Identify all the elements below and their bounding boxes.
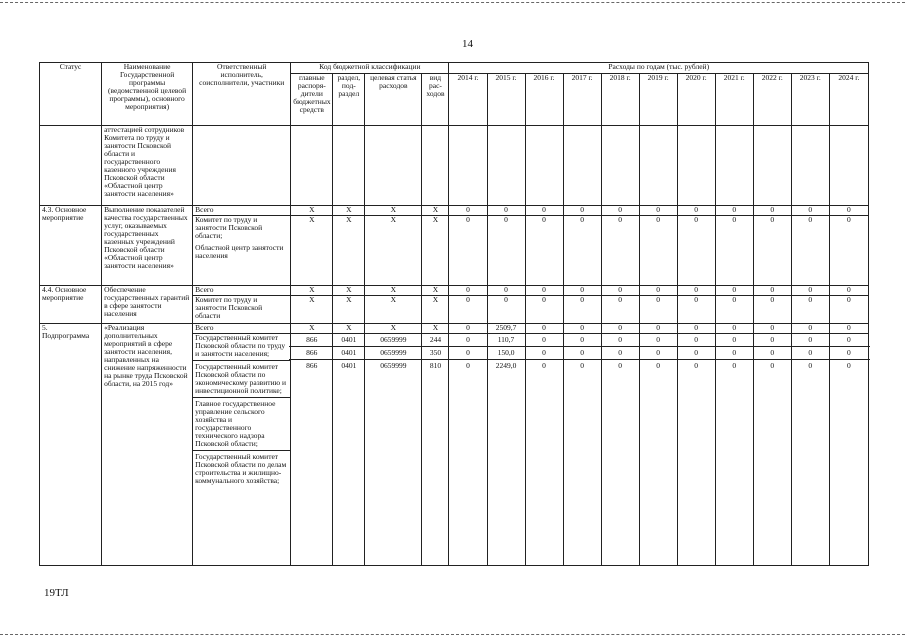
value-line: 0 — [600, 347, 641, 360]
value-cell: 0 — [449, 286, 487, 296]
value-line: 0 — [656, 361, 661, 370]
value-cell: 0 — [753, 324, 791, 334]
responsible-cell: Комитет по труду и занятости Псковской области — [193, 296, 291, 324]
code-line: 810 — [429, 361, 442, 370]
code-cell: X — [333, 216, 365, 286]
header-year: 2016 г. — [525, 74, 563, 126]
value-line: 0 — [828, 334, 870, 347]
code-cell: X — [333, 286, 365, 296]
status-label: Подпрограмма — [42, 331, 90, 340]
scan-edge-top — [0, 2, 905, 3]
value-line: 0 — [714, 347, 755, 360]
header-year: 2015 г. — [487, 74, 525, 126]
value-cell: 0 — [449, 216, 487, 286]
value-cell: 0 — [715, 206, 753, 216]
value-cell: 0 — [563, 324, 601, 334]
budget-table — [39, 62, 869, 566]
value-cell — [449, 334, 487, 566]
code-cell: X — [422, 296, 449, 324]
code-cell: X — [291, 206, 333, 216]
header-year: 2017 г. — [563, 74, 601, 126]
value-cell: 0 — [715, 324, 753, 334]
value-cell: 0 — [601, 324, 639, 334]
value-cell: 0 — [563, 216, 601, 286]
code-line: 0659999 — [363, 334, 423, 347]
header-year: 2021 г. — [715, 74, 753, 126]
header-year: 2020 г. — [677, 74, 715, 126]
value-cell: 0 — [753, 206, 791, 216]
value-cell: 0 — [639, 324, 677, 334]
code-line: 0401 — [331, 334, 366, 347]
table-row — [40, 286, 869, 296]
program-name: Выполнение показателей качества государственных услуг, оказываемых государственных казенных учреждений Псковской области «Областной центр занятости населения» — [102, 206, 193, 286]
value-line: 0 — [676, 347, 717, 360]
value-cell: 0 — [639, 296, 677, 324]
header-year: 2023 г. — [791, 74, 829, 126]
value-cell: 0 — [829, 324, 868, 334]
header-grbs: главные распоря- дители бюджетных средств — [291, 74, 333, 126]
value-cell: 0 — [525, 324, 563, 334]
value-cell: 2509,7 — [487, 324, 525, 334]
code-cell: X — [365, 286, 422, 296]
code-cell: X — [333, 324, 365, 334]
value-cell: 0 — [601, 286, 639, 296]
value-line: 0 — [770, 361, 775, 370]
value-cell: 0 — [487, 296, 525, 324]
value-line: 0 — [447, 334, 488, 347]
code-line: 350 — [420, 347, 450, 360]
value-cell: 0 — [487, 286, 525, 296]
code-cell: X — [365, 324, 422, 334]
code-cell — [422, 334, 449, 566]
value-cell: 0 — [525, 296, 563, 324]
value-cell: 0 — [525, 216, 563, 286]
header-vr: вид рас- ходов — [422, 74, 449, 126]
table-row — [40, 126, 869, 206]
value-cell: 0 — [601, 216, 639, 286]
code-cell: X — [291, 296, 333, 324]
value-line: 0 — [542, 361, 546, 370]
code-cell: X — [365, 216, 422, 286]
code-line: 244 — [420, 334, 450, 347]
value-cell: 0 — [753, 296, 791, 324]
code-cell: X — [422, 286, 449, 296]
value-cell: 0 — [677, 216, 715, 286]
status-cell: 4.3. Основное мероприятие — [40, 206, 102, 286]
table-row — [40, 206, 869, 216]
code-cell: X — [291, 216, 333, 286]
code-cell: X — [333, 206, 365, 216]
responsible-line: Комитет по труду и занятости Псковской области; — [195, 215, 263, 240]
value-cell — [563, 334, 601, 566]
value-cell: 0 — [677, 206, 715, 216]
value-cell — [601, 334, 639, 566]
code-line: 866 — [306, 361, 318, 370]
value-cell: 0 — [791, 324, 829, 334]
value-cell: 0 — [563, 296, 601, 324]
value-line: 0 — [562, 347, 603, 360]
value-cell: 0 — [753, 286, 791, 296]
value-line: 0 — [714, 334, 755, 347]
responsible-line: Государственный комитет Псковской области по труду и занятости населения; — [195, 333, 286, 358]
value-line: 0 — [752, 334, 793, 347]
page-number: 14 — [462, 38, 473, 50]
value-cell — [829, 334, 868, 566]
code-line: 0401 — [341, 361, 357, 370]
value-cell: 0 — [449, 324, 487, 334]
value-cell: 0 — [525, 206, 563, 216]
responsible-cell: Всего — [193, 324, 291, 334]
code-line: 866 — [289, 347, 334, 360]
value-cell: 0 — [449, 206, 487, 216]
code-line: 0659999 — [363, 347, 423, 360]
code-cell: X — [422, 324, 449, 334]
value-line: 0 — [676, 334, 717, 347]
value-line: 0 — [466, 361, 470, 370]
footer-code: 19ТЛ — [44, 587, 69, 599]
value-cell: 0 — [525, 286, 563, 296]
code-cell: X — [422, 206, 449, 216]
value-line: 0 — [638, 347, 679, 360]
value-line: 0 — [600, 334, 641, 347]
value-line: 0 — [732, 361, 737, 370]
value-cell: 0 — [639, 206, 677, 216]
value-cell: 0 — [677, 296, 715, 324]
responsible-cell — [193, 334, 291, 566]
value-cell: 0 — [829, 206, 868, 216]
value-cell: 0 — [677, 324, 715, 334]
code-cell — [333, 334, 365, 566]
value-line: 0 — [524, 334, 565, 347]
value-line: 0 — [790, 334, 831, 347]
value-line: 0 — [828, 347, 870, 360]
value-line: 0 — [580, 361, 584, 370]
status-number: 5. — [42, 323, 48, 332]
responsible-cell: Всего — [193, 286, 291, 296]
value-line: 0 — [808, 361, 813, 370]
value-cell: 0 — [791, 296, 829, 324]
value-line: 0 — [638, 334, 679, 347]
responsible-line: Главное государственное управление сельского хозяйства и государственного технического надзора Псковской области; — [193, 397, 290, 448]
responsible-line: Государственный комитет Псковской области по делам строительства и жилищно-коммунального хозяйства; — [193, 450, 290, 485]
value-line: 110,7 — [486, 334, 527, 347]
program-name: Обеспечение государственных гарантий в сфере занятости населения — [102, 286, 193, 324]
value-cell: 0 — [829, 286, 868, 296]
value-cell — [715, 334, 753, 566]
value-line: 0 — [694, 361, 699, 370]
responsible-line: Областной центр занятости населения — [195, 243, 284, 260]
header-responsible: Ответственный исполнитель, соисполнители, участники — [193, 63, 291, 126]
value-cell: 0 — [639, 216, 677, 286]
code-cell: X — [365, 206, 422, 216]
value-cell: 0 — [487, 216, 525, 286]
value-line: 0 — [618, 361, 622, 370]
status-cell: 4.4. Основное мероприятие — [40, 286, 102, 324]
status-cell — [40, 324, 102, 566]
header-year: 2018 г. — [601, 74, 639, 126]
value-cell: 0 — [487, 206, 525, 216]
code-line: 0401 — [331, 347, 366, 360]
value-line: 150,0 — [486, 347, 527, 360]
value-cell: 0 — [791, 286, 829, 296]
code-cell — [365, 334, 422, 566]
code-cell: X — [291, 324, 333, 334]
value-cell — [525, 334, 563, 566]
code-line: 866 — [289, 334, 334, 347]
value-cell: 0 — [601, 206, 639, 216]
code-cell: X — [422, 216, 449, 286]
header-status: Статус — [40, 63, 102, 126]
value-cell: 0 — [563, 206, 601, 216]
value-cell: 0 — [715, 216, 753, 286]
header-year: 2022 г. — [753, 74, 791, 126]
header-year: 2014 г. — [449, 74, 487, 126]
program-name: аттестацией сотрудников Комитета по труду и занятости Псковской области и государственного казенного учреждения Псковской области «Областной центр занятости населения» — [102, 126, 193, 206]
header-rzpr: раздел, под- раздел — [333, 74, 365, 126]
code-line: 0659999 — [380, 361, 407, 370]
program-name: «Реализация дополнительных мероприятий в сфере занятости населения, направленных на снижение напряженности на рынке труда Псковской области, на 2015 год» — [102, 324, 193, 566]
header-csr: целевая статья расходов — [365, 74, 422, 126]
header-expenses: Расходы по годам (тыс. рублей) — [449, 63, 869, 74]
header-year: 2019 г. — [639, 74, 677, 126]
header-year: 2024 г. — [829, 74, 868, 126]
value-line: 0 — [790, 347, 831, 360]
value-cell: 0 — [563, 286, 601, 296]
value-line: 2249,0 — [495, 361, 517, 370]
responsible-cell — [193, 216, 291, 286]
value-cell: 0 — [449, 296, 487, 324]
value-line: 0 — [752, 347, 793, 360]
value-cell: 0 — [639, 286, 677, 296]
value-line: 0 — [447, 347, 488, 360]
value-cell: 0 — [829, 296, 868, 324]
value-cell: 0 — [715, 296, 753, 324]
value-cell: 0 — [791, 216, 829, 286]
value-cell: 0 — [753, 216, 791, 286]
value-cell: 0 — [791, 206, 829, 216]
scan-edge-bottom — [0, 634, 905, 635]
value-line: 0 — [524, 347, 565, 360]
value-cell: 0 — [601, 296, 639, 324]
value-cell: 0 — [829, 216, 868, 286]
value-cell — [677, 334, 715, 566]
header-program: Наименование Государственной программы (ведомственной целевой программы), основного мероприятия) — [102, 63, 193, 126]
value-cell — [639, 334, 677, 566]
value-cell: 0 — [677, 286, 715, 296]
value-line: 0 — [562, 334, 603, 347]
header-budget-code: Код бюджетной классификации — [291, 63, 449, 74]
responsible-line: Государственный комитет Псковской области по экономическому развитию и инвестиционной политике; — [193, 360, 290, 395]
value-cell — [791, 334, 829, 566]
code-cell: X — [365, 296, 422, 324]
code-cell: X — [333, 296, 365, 324]
responsible-cell: Всего — [193, 206, 291, 216]
value-cell — [753, 334, 791, 566]
code-cell — [291, 334, 333, 566]
value-line: 0 — [847, 361, 851, 370]
value-cell — [487, 334, 525, 566]
code-cell: X — [291, 286, 333, 296]
value-cell: 0 — [715, 286, 753, 296]
table-row — [40, 324, 869, 334]
